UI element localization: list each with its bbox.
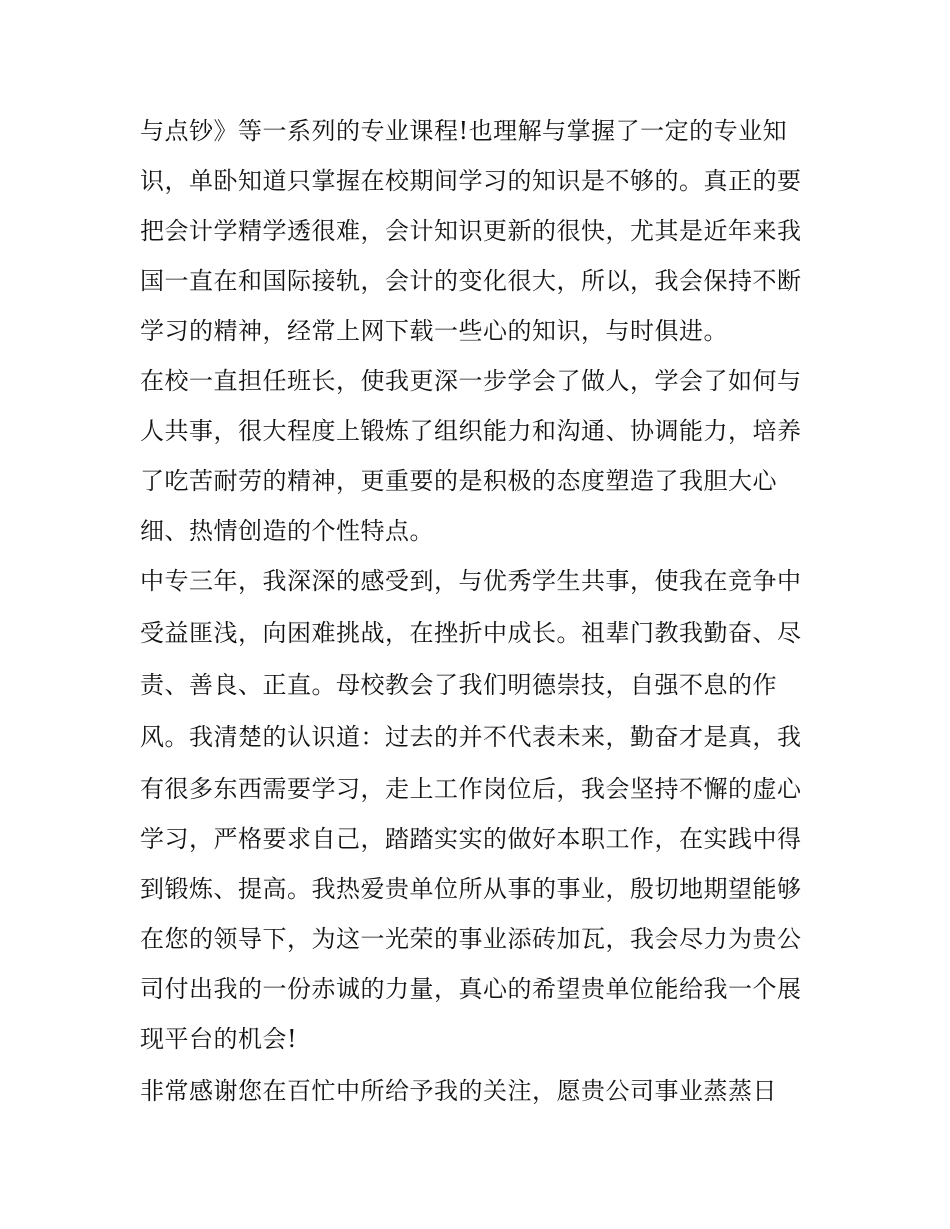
text-line: 国一直在和国际接轨，会计的变化很大，所以，我会保持不断 — [140, 267, 802, 295]
text-line: 细、热情创造的个性特点。 — [140, 517, 434, 545]
text-line: 识，单卧知道只掌握在校期间学习的知识是不够的。真正的要 — [140, 167, 802, 195]
text-line: 到锻炼、提高。我热爱贵单位所从事的事业，殷切地期望能够 — [140, 875, 802, 903]
text-line: 中专三年，我深深的感受到，与优秀学生共事，使我在竞争中 — [140, 567, 802, 595]
text-line: 在您的领导下，为这一光荣的事业添砖加瓦，我会尽力为贵公 — [140, 925, 802, 953]
text-line: 人共事，很大程度上锻炼了组织能力和沟通、协调能力，培养 — [140, 417, 802, 445]
text-line: 在校一直担任班长，使我更深一步学会了做人，学会了如何与 — [140, 367, 802, 395]
text-line: 学习，严格要求自己，踏踏实实的做好本职工作，在实践中得 — [140, 825, 802, 853]
text-line: 现平台的机会! — [140, 1025, 298, 1053]
text-line: 学习的精神，经常上网下载一些心的知识，与时俱进。 — [140, 317, 728, 345]
text-line: 风。我清楚的认识道：过去的并不代表未来，勤奋才是真，我 — [140, 723, 802, 751]
text-line: 有很多东西需要学习，走上工作岗位后，我会坚持不懈的虚心 — [140, 775, 802, 803]
text-line: 非常感谢您在百忙中所给予我的关注，愿贵公司事业蒸蒸日 — [140, 1077, 777, 1105]
text-line: 司付出我的一份赤诚的力量，真心的希望贵单位能给我一个展 — [140, 975, 802, 1003]
text-line: 责、善良、正直。母校教会了我们明德崇技，自强不息的作 — [140, 671, 777, 699]
text-line: 了吃苦耐劳的精神，更重要的是积极的态度塑造了我胆大心 — [140, 467, 777, 495]
text-line: 把会计学精学透很难，会计知识更新的很快，尤其是近年来我 — [140, 217, 802, 245]
text-line: 受益匪浅，向困难挑战，在挫折中成长。祖辈门教我勤奋、尽 — [140, 619, 802, 647]
text-line: 与点钞》等一系列的专业课程!也理解与掌握了一定的专业知 — [140, 117, 788, 145]
